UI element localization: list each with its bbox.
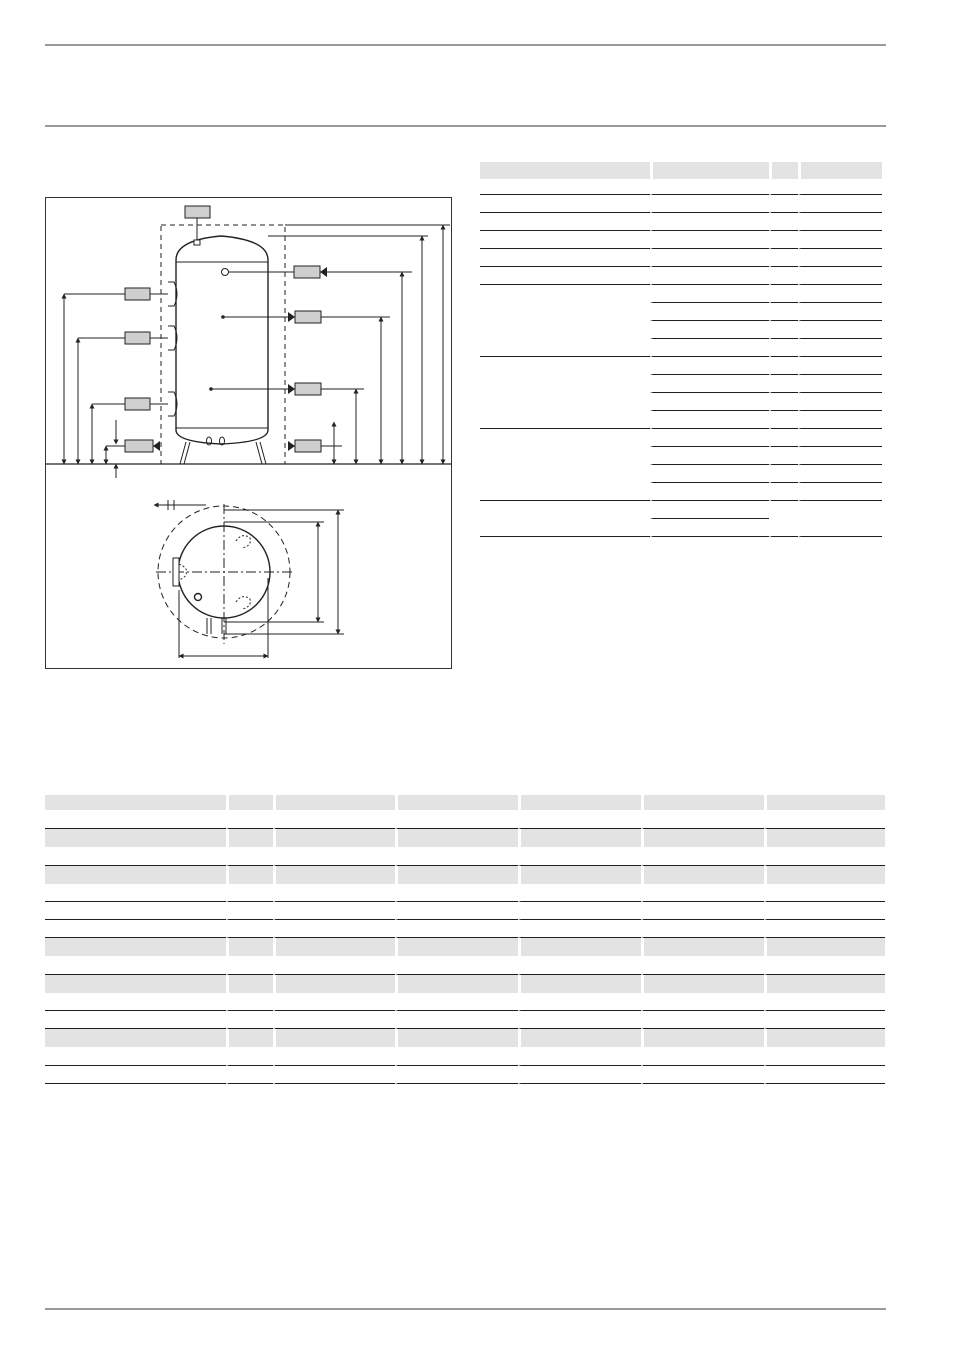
footer-rule bbox=[45, 1308, 886, 1310]
table-row bbox=[45, 993, 885, 1011]
plan-port bbox=[195, 594, 202, 601]
table-row bbox=[480, 303, 882, 321]
right-spec-table bbox=[480, 162, 882, 537]
table-row bbox=[480, 285, 882, 303]
bottom-data-table bbox=[45, 795, 885, 1084]
plan-feet bbox=[207, 618, 226, 634]
dimension-drawing bbox=[45, 197, 452, 669]
table-row bbox=[480, 249, 882, 267]
table-row bbox=[480, 321, 882, 339]
table-row bbox=[480, 393, 882, 411]
table-header-row bbox=[480, 162, 882, 179]
table-row bbox=[480, 465, 882, 483]
table-header-row bbox=[45, 795, 885, 810]
table-section-row bbox=[45, 829, 885, 847]
table-row bbox=[480, 375, 882, 393]
table-section-row bbox=[45, 975, 885, 993]
table-row bbox=[480, 483, 882, 501]
left-label-box-2 bbox=[125, 332, 150, 344]
table-row bbox=[45, 884, 885, 902]
plan-flange-left bbox=[173, 558, 179, 586]
plan-flange-lobe-bottom bbox=[236, 597, 250, 609]
left-label-box-1 bbox=[125, 288, 150, 300]
tank-drawing-svg bbox=[46, 198, 451, 668]
right-label-box-1 bbox=[294, 266, 320, 278]
tank-body bbox=[176, 236, 268, 444]
tank-leg-right bbox=[256, 442, 266, 464]
plan-flange-lobe-top bbox=[236, 536, 250, 548]
table-row bbox=[480, 501, 882, 519]
table-row bbox=[480, 357, 882, 375]
table-row bbox=[45, 902, 885, 920]
table-row bbox=[45, 956, 885, 975]
table-row bbox=[480, 429, 882, 447]
plan-view bbox=[156, 500, 344, 658]
right-label-box-4 bbox=[295, 440, 321, 452]
top-label-box bbox=[185, 206, 210, 218]
table-row bbox=[480, 447, 882, 465]
header-bottom-rule bbox=[45, 125, 886, 127]
table-row bbox=[480, 339, 882, 357]
table-row bbox=[45, 1047, 885, 1066]
table-row bbox=[480, 231, 882, 249]
table-section-row bbox=[45, 866, 885, 884]
left-label-box-4 bbox=[125, 440, 153, 452]
top-rule bbox=[45, 44, 886, 46]
table-row bbox=[45, 810, 885, 829]
table-row bbox=[480, 411, 882, 429]
table-row bbox=[480, 519, 882, 537]
table-section-row bbox=[45, 1029, 885, 1047]
right-label-box-3 bbox=[295, 383, 321, 395]
table-row bbox=[480, 267, 882, 285]
table-row bbox=[45, 847, 885, 866]
sensor-port-low bbox=[210, 388, 213, 391]
tank-leg-left bbox=[180, 442, 190, 464]
table-row bbox=[480, 179, 882, 195]
top-connection-stub bbox=[194, 240, 200, 245]
table-row bbox=[45, 920, 885, 938]
sensor-port-mid bbox=[222, 316, 225, 319]
table-section-row bbox=[45, 938, 885, 956]
right-label-box-2 bbox=[295, 311, 321, 323]
table-row bbox=[480, 213, 882, 231]
left-label-box-3 bbox=[125, 398, 150, 410]
table-row bbox=[480, 195, 882, 213]
table-row bbox=[45, 1066, 885, 1084]
table-row bbox=[45, 1011, 885, 1029]
